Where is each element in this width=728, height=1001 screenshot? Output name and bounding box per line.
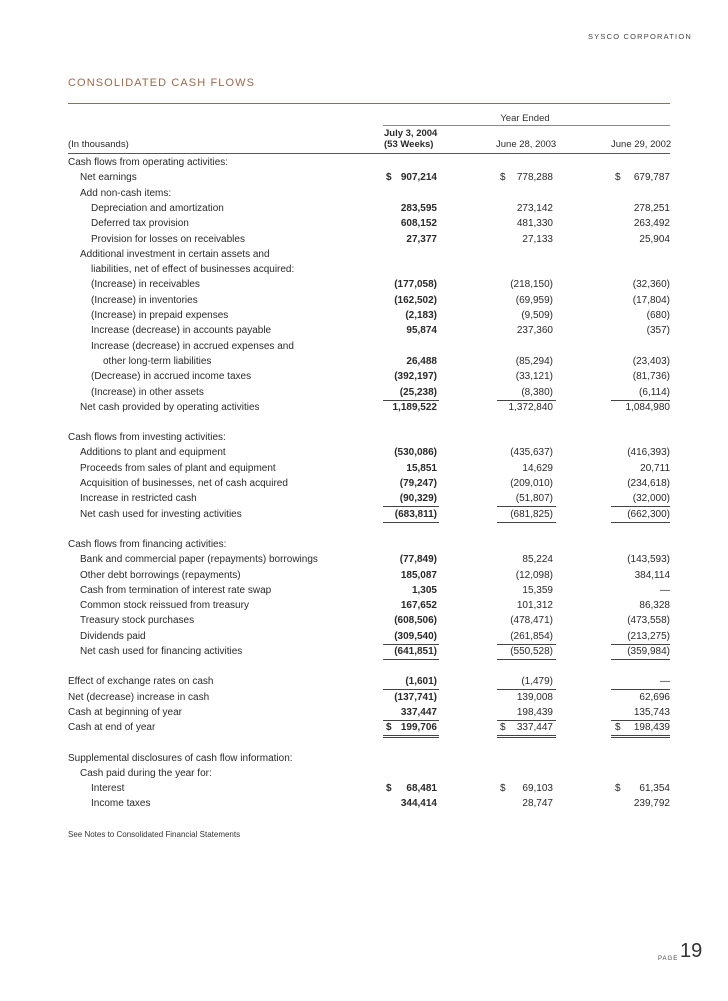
value-2002: (234,618)	[627, 478, 670, 489]
value-2002: (680)	[646, 310, 670, 321]
table-row	[0, 294, 728, 308]
value-2004: 283,595	[400, 202, 437, 214]
value-2003: 27,133	[522, 233, 553, 245]
table-row	[0, 782, 728, 796]
value-2002: (32,360)	[632, 279, 670, 291]
value-2002: (23,403)	[632, 355, 670, 367]
units-label: (In thousands)	[68, 139, 129, 150]
value-2003: 1,372,840	[508, 401, 553, 413]
row-label: Effect of exchange rates on cash	[68, 676, 214, 688]
row-label: Net (decrease) increase in cash	[68, 691, 210, 703]
table-row	[0, 569, 728, 583]
value-2003: 237,360	[516, 325, 553, 337]
value-2002: (473,558)	[627, 615, 670, 627]
value-2004: (683,811)	[394, 508, 437, 520]
column-header-2004	[384, 128, 437, 150]
row-label: Additions to plant and equipment	[80, 447, 226, 459]
table-row	[0, 217, 728, 231]
dollar-sign: $	[500, 722, 506, 734]
row-label: Interest	[91, 783, 125, 795]
value-2004: (392,197)	[394, 371, 437, 383]
company-name: SYSCO CORPORATION	[587, 32, 692, 41]
subtotal-rule	[611, 735, 670, 738]
value-2003: 198,439	[516, 706, 553, 718]
row-label: Increase (decrease) in accounts payable	[91, 325, 272, 337]
table-row	[0, 309, 728, 323]
table-row	[0, 691, 728, 705]
row-label: (Increase) in inventories	[91, 294, 198, 306]
value-2004: 26,488	[406, 355, 437, 367]
row-label: Additional investment in certain assets and	[80, 248, 270, 260]
value-2002: 239,792	[633, 798, 670, 810]
dollar-sign: $	[386, 172, 392, 184]
value-2002: (213,275)	[627, 630, 670, 642]
value-2002: 679,787	[633, 172, 670, 184]
header-rule	[68, 153, 670, 154]
value-2004: 15,851	[406, 462, 437, 474]
table-row	[0, 340, 728, 354]
value-2003: (261,854)	[510, 630, 553, 642]
table-row	[0, 752, 728, 766]
value-2002: 20,711	[640, 462, 670, 474]
value-2003: 101,312	[516, 600, 553, 612]
row-label: Deferred tax provision	[91, 218, 189, 230]
value-2004: (177,058)	[394, 279, 437, 291]
value-2003: (681,825)	[510, 508, 553, 520]
table-row	[0, 477, 728, 491]
value-2003: (9,509)	[521, 310, 553, 321]
row-label: Cash flows from operating activities:	[68, 157, 229, 168]
value-2002: (357)	[646, 325, 670, 337]
value-2004: (641,851)	[394, 646, 437, 657]
value-2004: (79,247)	[399, 478, 437, 489]
table-row	[0, 446, 728, 460]
table-row	[0, 248, 728, 262]
table-row	[0, 401, 728, 415]
column-header-2003: June 28, 2003	[496, 139, 557, 150]
value-2004: (77,849)	[399, 554, 437, 566]
dollar-sign: $	[615, 172, 621, 184]
value-2002: 25,904	[639, 233, 670, 245]
row-label: (Increase) in receivables	[91, 279, 200, 291]
value-2004: 95,874	[406, 325, 437, 337]
value-2002: (32,000)	[632, 493, 670, 505]
value-2002: 61,354	[639, 783, 670, 795]
dollar-sign: $	[386, 783, 392, 795]
value-2003: (69,959)	[515, 294, 553, 306]
table-row	[0, 767, 728, 781]
value-2004: 185,087	[400, 569, 437, 581]
row-label: Treasury stock purchases	[80, 615, 195, 627]
table-row	[0, 187, 728, 201]
table-row	[0, 202, 728, 216]
value-2004: (309,540)	[394, 630, 437, 642]
table-row	[0, 156, 728, 170]
value-2003: 28,747	[522, 798, 553, 810]
value-2002: (81,736)	[632, 371, 670, 383]
value-2004: 27,377	[406, 233, 437, 245]
table-row	[0, 370, 728, 384]
value-2002: (17,804)	[632, 294, 670, 306]
value-2004: 68,481	[406, 783, 437, 795]
value-2004: (25,238)	[399, 386, 437, 398]
row-label: Net cash used for financing activities	[80, 646, 243, 657]
value-2002: (416,393)	[627, 447, 670, 459]
value-2003: 778,288	[516, 172, 553, 184]
value-2002: 135,743	[633, 706, 670, 718]
table-row	[0, 721, 728, 735]
period-header: Year Ended	[500, 113, 550, 124]
value-2002: 86,328	[639, 600, 670, 612]
value-2003: 14,629	[522, 462, 553, 474]
row-label: Depreciation and amortization	[91, 202, 224, 214]
dollar-sign: $	[500, 783, 506, 795]
row-label: Common stock reissued from treasury	[80, 600, 249, 612]
statement-title: CONSOLIDATED CASH FLOWS	[68, 77, 256, 89]
dollar-sign: $	[615, 783, 621, 795]
value-2002: (6,114)	[639, 386, 670, 398]
table-row	[0, 263, 728, 277]
value-2004: 167,652	[400, 600, 437, 612]
column-header-2004-date: July 3, 2004	[384, 128, 438, 139]
value-2002: (359,984)	[627, 646, 670, 657]
row-label: Cash flows from financing activities:	[68, 538, 227, 550]
table-row	[0, 462, 728, 476]
value-2002: (143,593)	[627, 554, 670, 566]
table-row	[0, 584, 728, 598]
table-row	[0, 508, 728, 522]
value-2003: 69,103	[522, 783, 553, 795]
value-2003: (478,471)	[510, 615, 553, 627]
row-label: Net cash provided by operating activities	[80, 401, 260, 413]
value-2002: (662,300)	[627, 508, 670, 520]
row-label: Add non-cash items:	[80, 187, 172, 199]
table-row	[0, 324, 728, 338]
value-2003: 337,447	[516, 722, 553, 734]
value-2004: (2,183)	[405, 310, 437, 321]
value-2003: 481,330	[516, 218, 553, 230]
value-2004: (530,086)	[394, 447, 437, 459]
row-label: Cash at end of year	[68, 722, 156, 734]
table-row	[0, 492, 728, 506]
subtotal-rule	[611, 522, 670, 523]
value-2004: (137,741)	[394, 691, 437, 703]
row-label: Net cash used for investing activities	[80, 508, 242, 520]
value-2004: 907,214	[400, 172, 437, 184]
footnote: See Notes to Consolidated Financial Statements	[68, 830, 241, 839]
value-2003: (51,807)	[515, 493, 553, 505]
subtotal-rule	[497, 522, 556, 523]
row-label: Income taxes	[91, 798, 151, 810]
value-2003: (550,528)	[510, 646, 553, 657]
table-row	[0, 675, 728, 689]
value-2003: (209,010)	[510, 478, 553, 489]
row-label: Cash flows from investing activities:	[68, 432, 226, 444]
value-2003: (33,121)	[515, 371, 553, 383]
value-2002: —	[660, 676, 670, 688]
dollar-sign: $	[615, 722, 621, 734]
row-label: (Increase) in prepaid expenses	[91, 310, 229, 321]
value-2004: 608,152	[400, 218, 437, 230]
value-2004: 1,189,522	[392, 401, 437, 413]
value-2002: —	[660, 584, 670, 596]
value-2002: 263,492	[633, 218, 670, 230]
period-rule	[383, 125, 670, 126]
value-2002: 1,084,980	[625, 401, 670, 413]
row-label: Dividends paid	[80, 630, 146, 642]
row-label: other long-term liabilities	[103, 355, 212, 367]
table-row	[0, 614, 728, 628]
table-row	[0, 431, 728, 445]
value-2003: 273,142	[516, 202, 553, 214]
row-label: Cash at beginning of year	[68, 706, 182, 718]
value-2003: (218,150)	[510, 279, 553, 291]
dollar-sign: $	[386, 722, 392, 734]
subtotal-rule	[383, 735, 439, 738]
table-row	[0, 599, 728, 613]
row-label: Supplemental disclosures of cash flow information:	[68, 752, 293, 764]
row-label: Other debt borrowings (repayments)	[80, 569, 241, 581]
value-2003: (8,380)	[521, 386, 553, 398]
subtotal-rule	[497, 659, 556, 660]
table-row	[0, 797, 728, 811]
table-row	[0, 538, 728, 552]
value-2004: 1,305	[411, 584, 437, 596]
value-2003: 139,008	[516, 691, 553, 703]
row-label: (Increase) in other assets	[91, 386, 204, 398]
value-2004: 344,414	[400, 798, 437, 810]
subtotal-rule	[383, 522, 439, 523]
row-label: Provision for losses on receivables	[91, 233, 245, 245]
row-label: liabilities, net of effect of businesses acquired:	[91, 264, 295, 276]
value-2003: 85,224	[522, 554, 553, 566]
table-row	[0, 553, 728, 567]
page-number: 19	[680, 940, 703, 962]
row-label: Net earnings	[80, 172, 137, 184]
table-row	[0, 233, 728, 247]
subtotal-rule	[497, 735, 556, 738]
column-header-2002: June 29, 2002	[611, 139, 672, 150]
table-row	[0, 386, 728, 400]
table-row	[0, 645, 728, 659]
column-header-2004-weeks: (53 Weeks)	[384, 139, 434, 150]
value-2004: 337,447	[400, 706, 437, 718]
value-2004: (90,329)	[399, 493, 437, 505]
value-2002: 278,251	[633, 202, 670, 214]
value-2003: (85,294)	[515, 355, 553, 367]
value-2002: 384,114	[634, 569, 670, 581]
value-2004: 199,706	[400, 722, 437, 734]
subtotal-rule	[383, 659, 439, 660]
value-2003: (1,479)	[521, 676, 553, 688]
table-row	[0, 171, 728, 185]
row-label: Bank and commercial paper (repayments) borrowings	[80, 554, 318, 566]
row-label: Cash paid during the year for:	[80, 767, 212, 779]
row-label: Increase (decrease) in accrued expenses and	[91, 340, 294, 352]
table-row	[0, 706, 728, 720]
value-2002: 62,696	[639, 691, 670, 703]
title-rule	[68, 103, 670, 104]
row-label: Increase in restricted cash	[80, 493, 197, 505]
value-2002: 198,439	[633, 722, 670, 734]
value-2004: (1,601)	[405, 676, 437, 688]
value-2004: (608,506)	[394, 615, 437, 627]
value-2003: (435,637)	[510, 447, 553, 459]
row-label: Acquisition of businesses, net of cash acquired	[80, 478, 288, 489]
table-row	[0, 355, 728, 369]
row-label: Cash from termination of interest rate swap	[80, 584, 272, 596]
row-label: (Decrease) in accrued income taxes	[91, 371, 252, 383]
row-label: Proceeds from sales of plant and equipment	[80, 462, 276, 474]
page-label: PAGE	[658, 956, 679, 962]
table-row	[0, 278, 728, 292]
dollar-sign: $	[500, 172, 506, 184]
table-row	[0, 630, 728, 644]
value-2003: (12,098)	[515, 569, 553, 581]
value-2003: 15,359	[522, 584, 553, 596]
subtotal-rule	[611, 659, 670, 660]
value-2004: (162,502)	[394, 294, 437, 306]
